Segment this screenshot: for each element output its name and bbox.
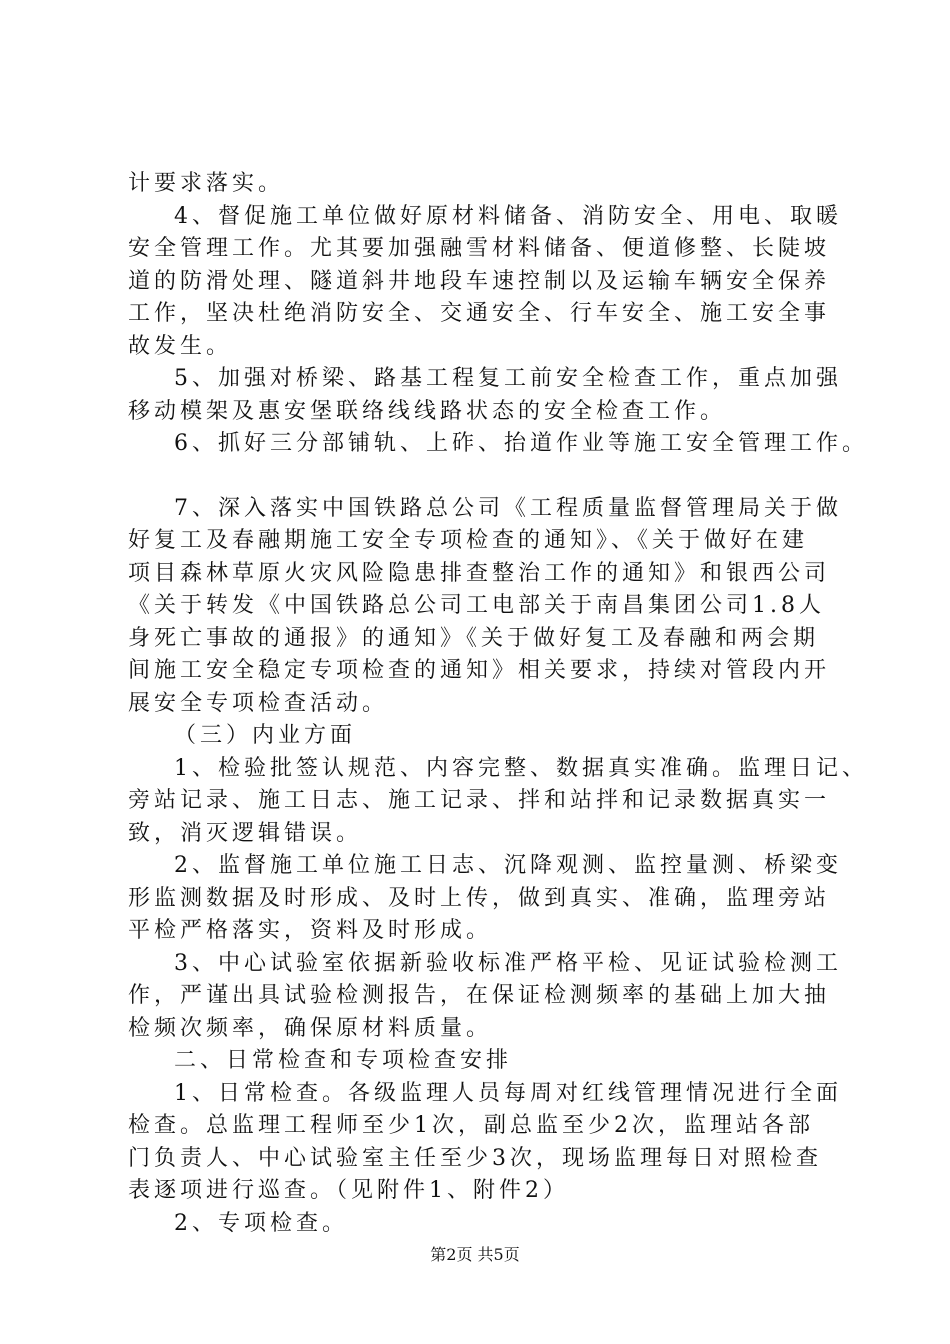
paragraph-line: 3、中心试验室依据新验收标准严格平检、见证试验检测工 [174, 950, 842, 976]
paragraph-line: 检频次频率，确保原材料质量。 [128, 1015, 493, 1041]
paragraph-line: 7、深入落实中国铁路总公司《工程质量监督管理局关于做 [174, 495, 842, 521]
paragraph-line: 致，消灭逻辑错误。 [128, 820, 363, 846]
paragraph-line: 展安全专项检查活动。 [128, 690, 389, 716]
paragraph-line: 项目森林草原火灾风险隐患排查整治工作的通知》和银西公司 [128, 560, 831, 586]
page-number: 第2页 共5页 [430, 1245, 520, 1264]
paragraph-line: 2、专项检查。 [174, 1210, 348, 1236]
paragraph-line: 道的防滑处理、隧道斜井地段车速控制以及运输车辆安全保养 [128, 268, 831, 294]
paragraph-line: 平检严格落实，资料及时形成。 [128, 918, 493, 943]
paragraph-line: 间施工安全稳定专项检查的通知》相关要求，持续对管段内开 [128, 658, 831, 683]
paragraph-line: 工作，坚决杜绝消防安全、交通安全、行车安全、施工安全事 [128, 301, 831, 326]
paragraph-line: 形监测数据及时形成、及时上传，做到真实、准确，监理旁站 [128, 885, 831, 911]
paragraph-line: 计要求落实。 [128, 171, 285, 196]
paragraph-line: 表逐项进行巡查。（见附件1、附件2） [128, 1178, 569, 1203]
paragraph-line: 检查。总监理工程师至少1次，副总监至少2次，监理站各部 [128, 1113, 814, 1138]
paragraph-line: 移动模架及惠安堡联络线线路状态的安全检查工作。 [128, 398, 727, 424]
paragraph-line: 2、监督施工单位施工日志、沉降观测、监控量测、桥梁变 [174, 853, 842, 878]
paragraph-line: 旁站记录、施工日志、施工记录、拌和站拌和记录数据真实一 [128, 788, 831, 813]
paragraph-line: 作，严谨出具试验检测报告，在保证检测频率的基础上加大抽 [128, 983, 831, 1008]
section-heading: 二、日常检查和专项检查安排 [174, 1048, 513, 1073]
body-text [128, 168, 868, 1240]
paragraph-line: 故发生。 [128, 333, 233, 359]
paragraph-line: 4、督促施工单位做好原材料储备、消防安全、用电、取暖 [174, 203, 842, 229]
paragraph-gap [128, 461, 848, 493]
paragraph-line: 身死亡事故的通报》的通知》《关于做好复工及春融和两会期 [128, 625, 820, 651]
paragraph-line: 6、抓好三分部铺轨、上砟、抬道作业等施工安全管理工作。 [174, 431, 868, 456]
paragraph-line: 安全管理工作。尤其要加强融雪材料储备、便道修整、长陡坡 [128, 236, 831, 261]
paragraph-line: 门负责人、中心试验室主任至少3次，现场监理每日对照检查 [128, 1145, 822, 1171]
paragraph-line: 1、日常检查。各级监理人员每周对红线管理情况进行全面 [174, 1080, 842, 1106]
paragraph-line: 好复工及春融期施工安全专项检查的通知》、《关于做好在建 [128, 528, 809, 553]
section-heading: （三）内业方面 [174, 723, 357, 748]
paragraph-line: 《关于转发《中国铁路总公司工电部关于南昌集团公司1.8人 [128, 593, 825, 618]
paragraph-line: 1、检验批签认规范、内容完整、数据真实准确。监理日记、 [174, 755, 868, 781]
paragraph-line: 5、加强对桥梁、路基工程复工前安全检查工作，重点加强 [174, 366, 842, 391]
